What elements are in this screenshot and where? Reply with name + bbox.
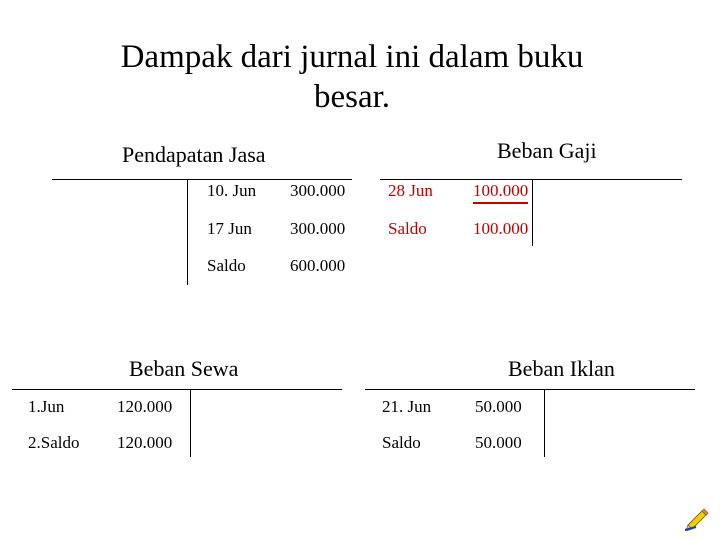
credit-date: Saldo xyxy=(207,256,246,275)
slide-title-line2: besar. xyxy=(313,79,391,115)
debit-amount: 120.000 xyxy=(117,433,173,452)
credit-amount: 300.000 xyxy=(290,181,346,200)
debit-date: 2.Saldo xyxy=(28,433,80,452)
pencil-icon[interactable] xyxy=(684,505,710,531)
debit-amount: 50.000 xyxy=(475,433,522,452)
debit-date: Saldo xyxy=(388,219,427,238)
t-account-divider xyxy=(532,179,533,246)
account-title-beban-sewa: Beban Sewa xyxy=(129,356,239,381)
account-title-beban-iklan: Beban Iklan xyxy=(508,356,615,381)
credit-date: 10. Jun xyxy=(207,181,257,200)
debit-amount: 100.000 xyxy=(473,181,528,204)
t-account-top-line xyxy=(365,389,695,390)
account-title-beban-gaji: Beban Gaji xyxy=(497,138,597,163)
account-title-pendapatan-jasa: Pendapatan Jasa xyxy=(122,142,266,167)
t-account-top-line xyxy=(12,389,342,390)
t-account-divider xyxy=(190,389,191,457)
credit-amount: 300.000 xyxy=(290,219,346,238)
slide-title-line1: Dampak dari jurnal ini dalam buku xyxy=(120,39,584,75)
credit-date: 17 Jun xyxy=(207,219,252,238)
t-account-divider xyxy=(544,389,545,457)
debit-date: 28 Jun xyxy=(388,181,433,200)
debit-amount: 120.000 xyxy=(117,397,173,416)
t-account-divider xyxy=(187,179,188,285)
t-account-top-line xyxy=(52,179,352,180)
debit-amount: 100.000 xyxy=(473,219,529,238)
debit-date: Saldo xyxy=(382,433,421,452)
debit-amount: 50.000 xyxy=(475,397,522,416)
debit-date: 1.Jun xyxy=(28,397,65,416)
credit-amount: 600.000 xyxy=(290,256,346,275)
debit-date: 21. Jun xyxy=(382,397,432,416)
t-account-top-line xyxy=(380,179,682,180)
